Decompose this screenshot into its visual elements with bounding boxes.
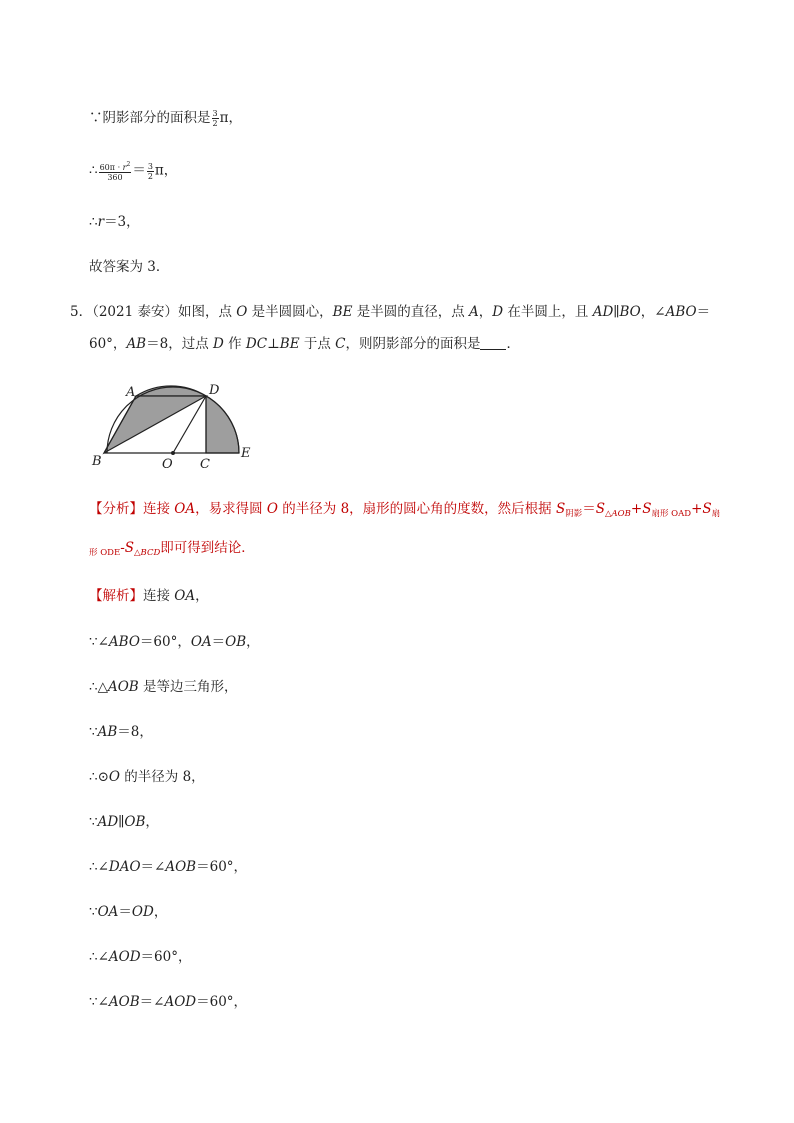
label-C: C <box>200 457 210 472</box>
line-answer: 故答案为 3． <box>89 259 170 275</box>
label-D: D <box>209 383 220 398</box>
fraction-3-2: $\frac{3}{2}$ <box>147 161 153 181</box>
therefore-symbol: ∴ <box>89 162 98 179</box>
semicircle-figure <box>86 376 266 472</box>
analysis-line-2: $_{形 ODE}-S_{\triangle BCD}$即可得到结论． <box>89 540 255 558</box>
solution-tag: 【解析】 <box>89 588 143 604</box>
solution-line-6: ∵AD∥OB， <box>89 814 159 830</box>
solution-line-2: ∵∠ABO＝60°，OA＝OB， <box>89 634 260 650</box>
analysis-tag: 【分析】 <box>89 501 143 517</box>
fraction-3-2: $\frac{3}{2}$ <box>212 109 218 128</box>
solution-line-10: ∵∠AOB＝∠AOD＝60°， <box>89 994 248 1010</box>
solution-line-8: ∵OA＝OD， <box>89 904 168 920</box>
problem-line-1: 5．（2021 泰安）如图，点 O 是半圆圆心，BE 是半圆的直径，点 A，D 在半圆上，且 AD∥BO，∠ABO＝ <box>70 304 711 320</box>
text: π， <box>219 110 242 126</box>
label-E: E <box>241 446 251 461</box>
label-B: B <box>92 454 102 469</box>
line-radius-result: ∴r＝3， <box>89 214 140 230</box>
line-sector-formula: ∴ $\frac{60\pi \cdot r^2}{360}$ ＝ $\frac{3}{2}$ π， <box>89 161 178 182</box>
solution-line-1: 【解析】连接 OA， <box>89 588 209 604</box>
solution-line-5: ∴⊙O 的半径为 8， <box>89 769 205 785</box>
solution-line-4: ∵AB＝8， <box>89 724 153 740</box>
label-A: A <box>126 385 136 400</box>
solution-line-3: ∴△AOB 是等边三角形， <box>89 679 238 695</box>
text: ∵阴影部分的面积是 <box>89 110 211 126</box>
fraction-sector-area: $\frac{60\pi \cdot r^2}{360}$ <box>99 161 131 182</box>
solution-line-9: ∴∠AOD＝60°， <box>89 949 192 965</box>
center-point-O <box>171 451 175 455</box>
line-shaded-area <box>89 108 242 128</box>
shaded-region-DCE <box>206 396 239 453</box>
label-O: O <box>162 457 173 472</box>
analysis-line-1: 【分析】连接 OA，易求得圆 O 的半径为 8，扇形的圆心角的度数，然后根据 $S_{阴影}=S_{\triangle AOB}+S_{扇形 OAD}+S_扇$ <box>89 501 721 519</box>
answer-blank <box>480 337 506 350</box>
solution-line-7: ∴∠DAO＝∠AOB＝60°， <box>89 859 248 875</box>
problem-line-2: 60°，AB＝8，过点 D 作 DC⊥BE 于点 C，则阴影部分的面积是 ． <box>89 336 520 352</box>
shaded-triangle-ABD <box>104 396 206 453</box>
